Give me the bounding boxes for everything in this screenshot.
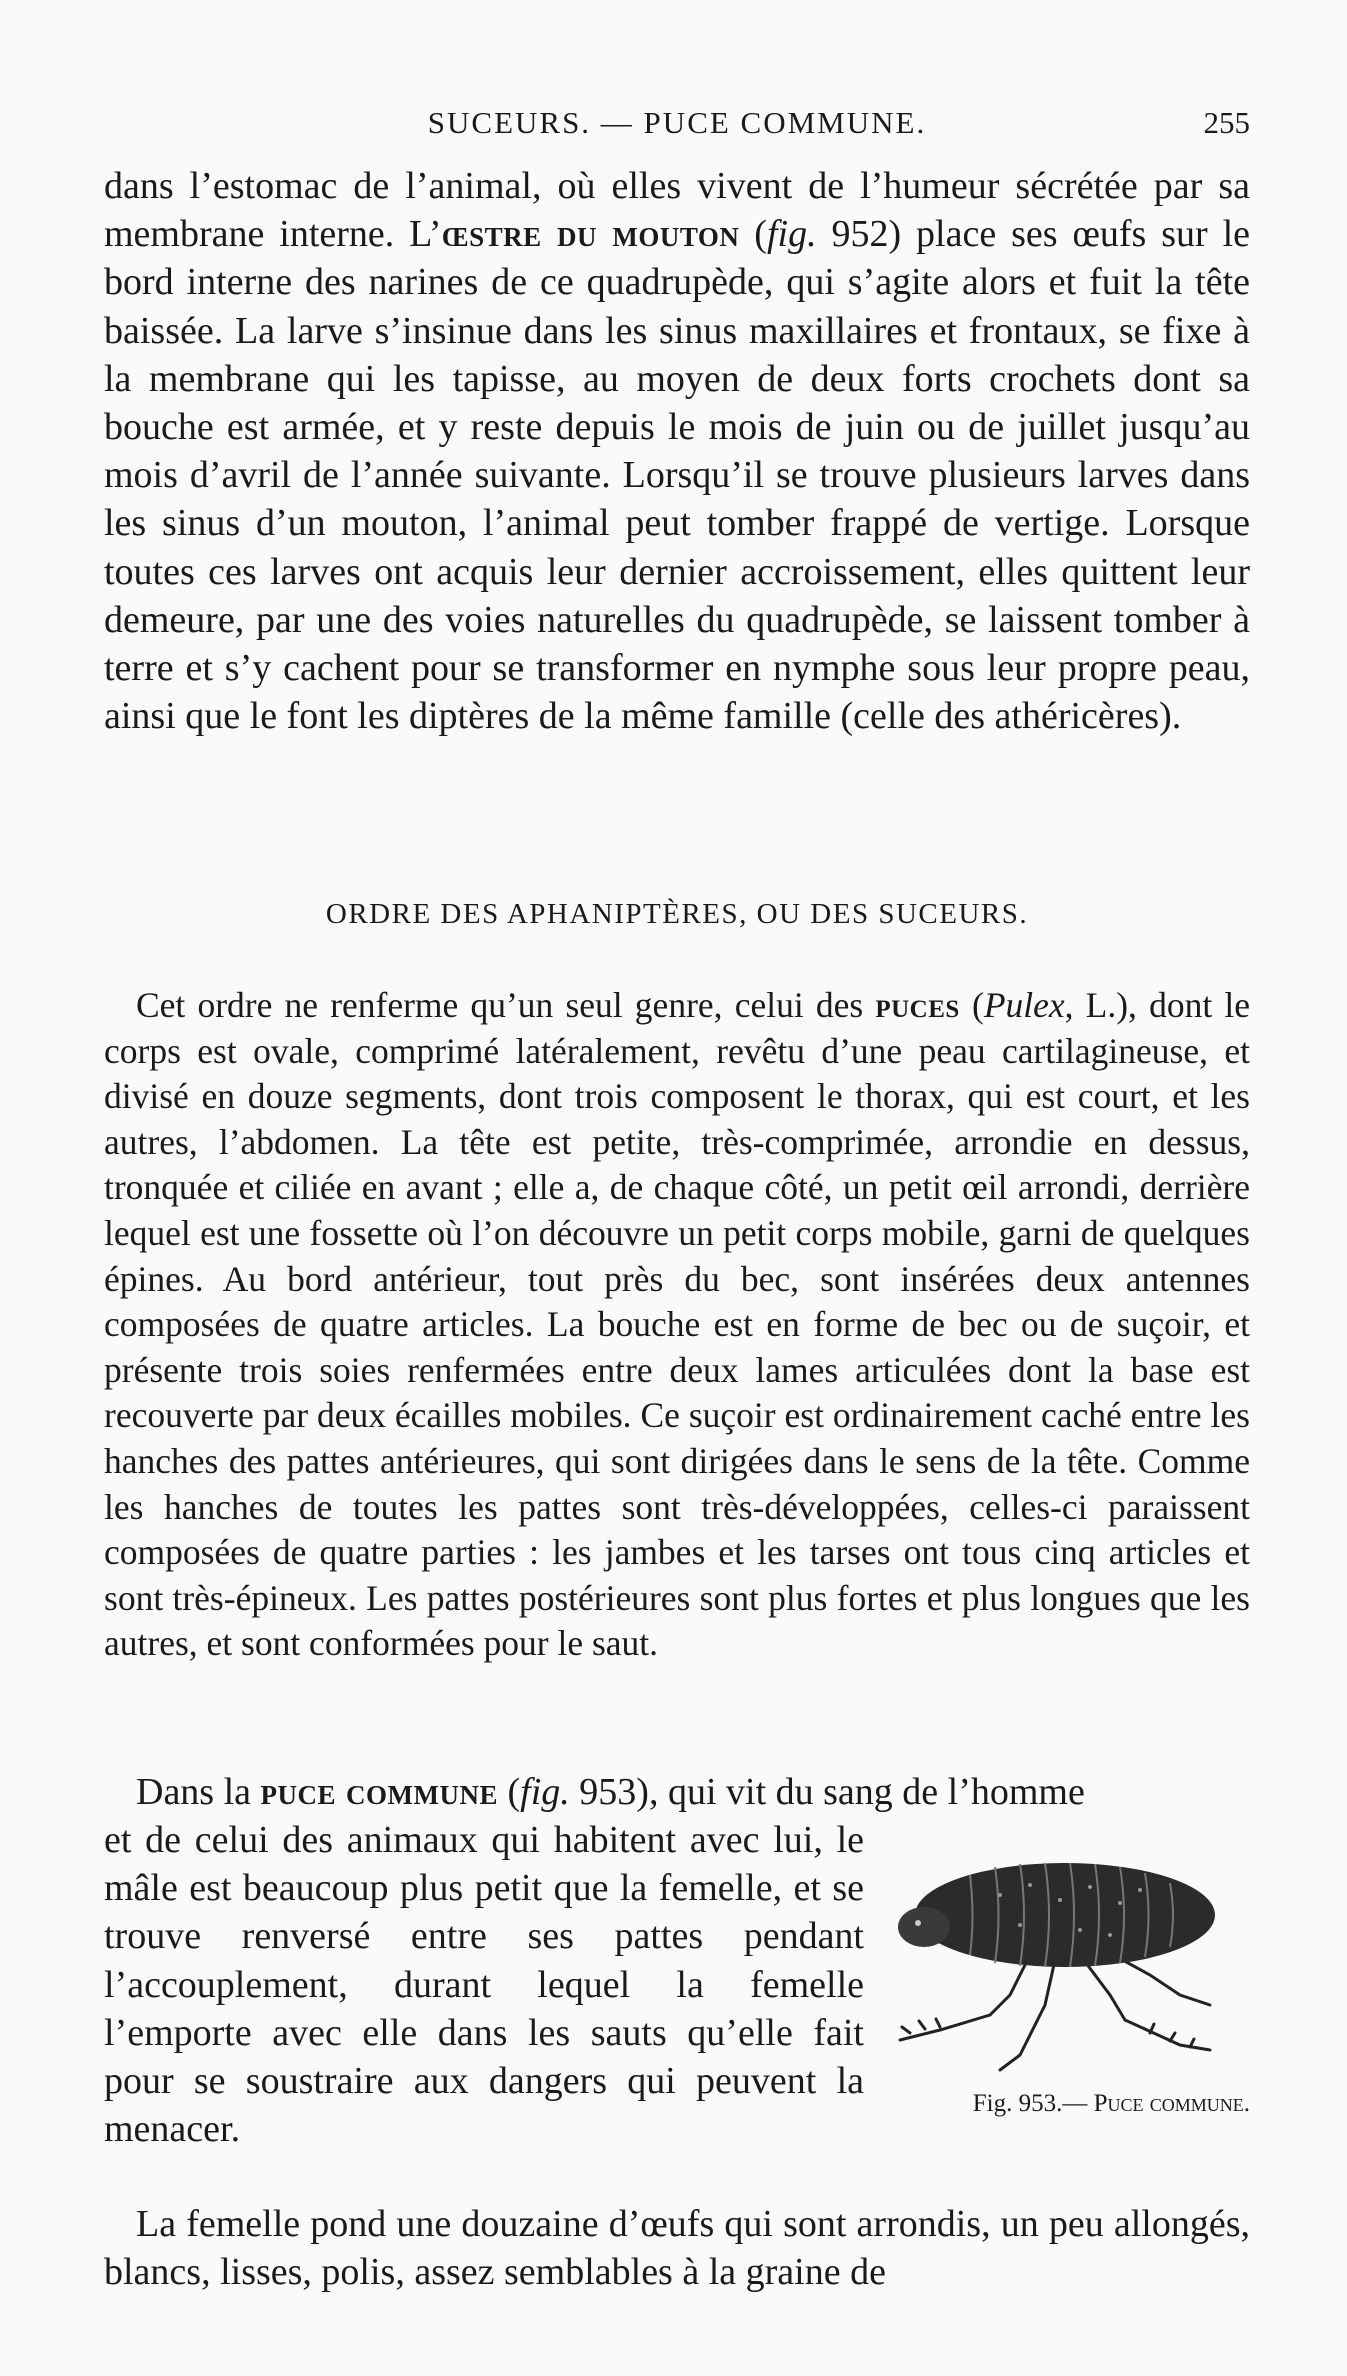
italic-term: Pulex [983, 985, 1065, 1025]
page-header [104, 105, 1250, 151]
text-run: Cet ordre ne renferme qu’un seul genre, celui des [136, 985, 876, 1025]
text-run: 952) place ses œufs sur le bord interne des narines de ce quadrupède, qui s’agite alors et fuit la tête baissée. La larve s’insinue dans les sinus maxillaires et frontaux, se fixe à la membrane qui les tapisse, au moyen de deux forts crochets dont sa bouche est armée, et y reste depuis le mois de juin ou de juillet jusqu’au mois d’avril de l’année suivante. Lorsqu’il se trouve plusieurs larves dans les sinus d’un mouton, l’animal peut tomber frappé de vertige. Lorsque toutes ces larves ont acquis leur dernier accroissement, elles quittent leur demeure, par une des voies naturelles du quadrupède, se laissent tomber à terre et s’y cachent pour se transformer en nymphe sous leur propre peau, ainsi que le font les diptères de la même famille (celle des athéricères). [104, 213, 1251, 738]
caption-prefix: Fig. 953.— [972, 2090, 1094, 2117]
text-run: ( [498, 1771, 521, 1813]
bold-term: œstre du mouton [441, 213, 740, 256]
bold-term: puce commune [260, 1771, 499, 1813]
text-run: , L.), dont le corps est ovale, comprimé latéralement, revêtu d’une peau cartilagineuse, et divisé en douze segments, dont trois composent le thorax, qui est court, et les autres, l’abdomen. La tête est petite, très-comprimée, arrondie en dessus, tronquée et ciliée en avant ; elle a, de chaque côté, un petit œil arrondi, derrière lequel est une fossette où l’on découvre un petit corps mobile, garni de quelques épines. Au bord antérieur, tout près du bec, sont insérées deux antennes composées de quatre articles. La bouche est en forme de bec ou de suçoir, et présente trois soies renfermées entre deux lames articulées dont la base est recouverte par deux écailles mobiles. Ce suçoir est ordinairement caché entre les hanches des pattes antérieures, qui sont dirigées dans le sens de la tête. Comme les hanches de toutes les pattes sont très-développées, celles-ci paraissent composées de quatre parties : les jambes et les tarses ont tous cinq articles et sont très-épineux. Les pattes postérieures sont plus fortes et plus longues que les autres, et sont conformées pour le saut. [104, 985, 1250, 1664]
section-title: ORDRE DES APHANIPTÈRES, OU DES SUCEURS. [325, 898, 1029, 930]
text-run: ( [739, 213, 767, 256]
figure-caption [890, 2090, 1250, 2118]
text-run: Dans la [136, 1771, 261, 1813]
page-number: 255 [1203, 105, 1250, 140]
fig-ref: fig. [766, 213, 817, 256]
flea-engraving-icon [880, 1845, 1250, 2075]
text-run: ( [959, 985, 984, 1025]
paragraph-femelle: La femelle pond une douzaine d’œufs qui sont arrondis, un peu allongés, blancs, lisses, polis, assez semblables à la graine de [104, 2203, 1250, 2294]
text-run: 953), qui vit du sang de l’homme [569, 1771, 1085, 1813]
fig-ref: fig. [520, 1771, 570, 1813]
running-title: SUCEURS. — PUCE COMMUNE. [427, 105, 927, 140]
paragraph-oestre [104, 162, 1250, 740]
paragraph-aphanipteres [104, 983, 1250, 1667]
text-run: dans l’estomac de l’animal, où elles vivent de l’humeur sécrétée par sa membrane interne. L’ [104, 165, 1250, 256]
paragraph-puce-commune-body: et de celui des animaux qui habitent avec lui, le mâle est beaucoup plus petit que la femelle, et se trouve renversé entre ses pattes pendant l’accouplement, durant lequel la femelle l’emporte avec elle dans les sauts qu’elle fait pour se soustraire aux dangers qui peuvent la menacer. [104, 1819, 864, 2151]
paragraph-puce-commune-first-line [104, 1768, 1250, 1816]
bold-term: puces [875, 985, 960, 1025]
caption-title: Puce commune. [1093, 2090, 1250, 2117]
